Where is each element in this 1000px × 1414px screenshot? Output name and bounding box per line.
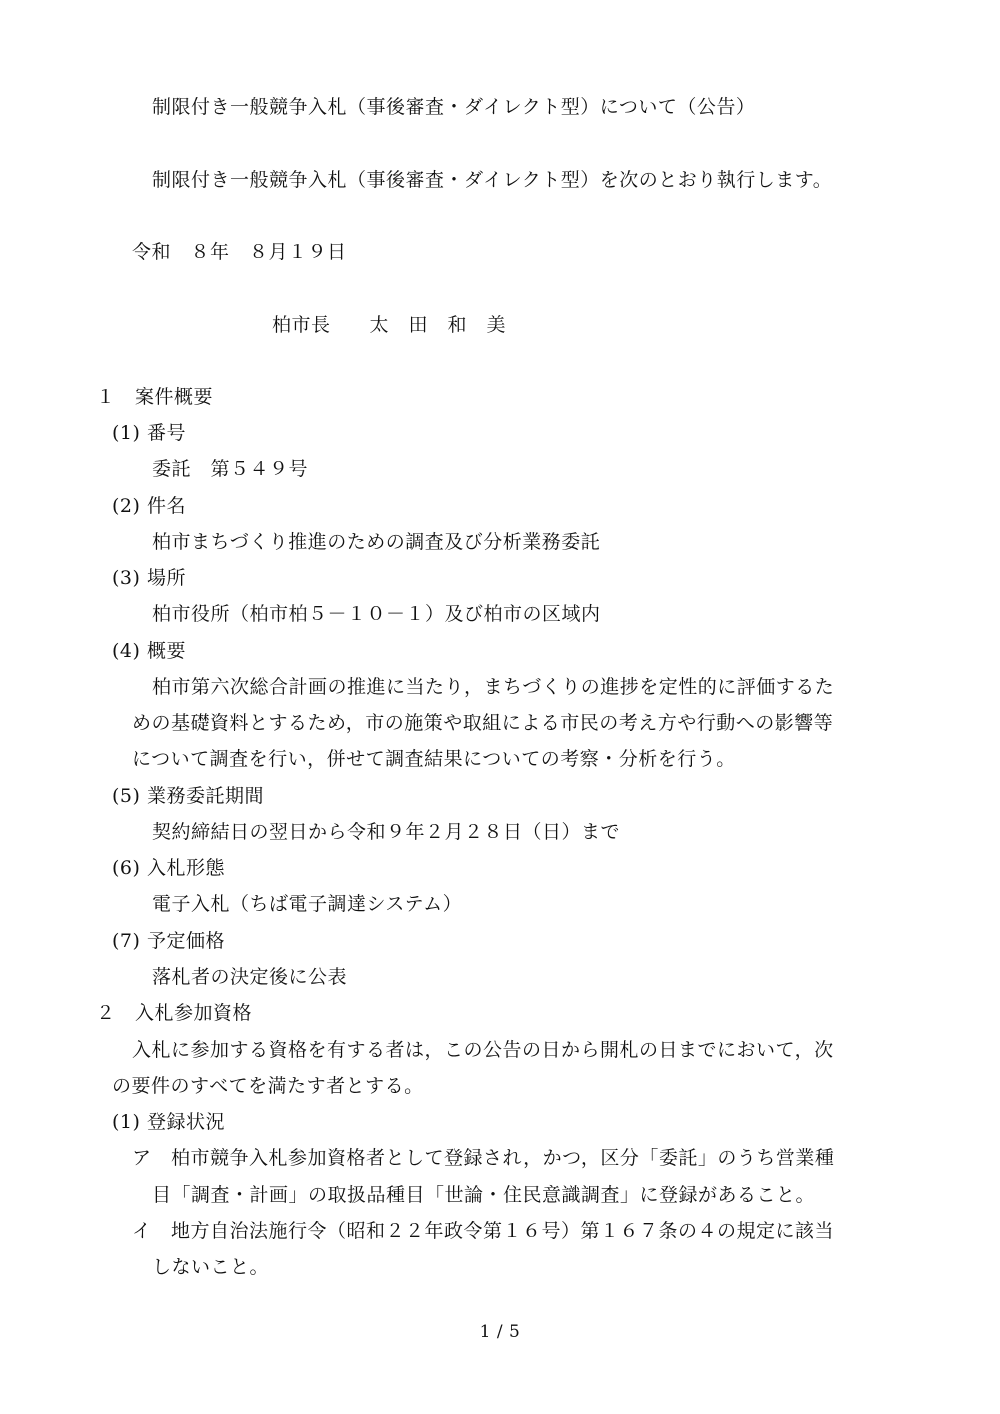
section-2-intro-line-2: の要件のすべてを満たす者とする。 (112, 1075, 424, 1097)
item-a-line-2: 目「調査・計画」の取扱品種目「世論・住民意識調査」に登録があること。 (152, 1184, 816, 1206)
section-1-heading: １ 案件概要 (96, 386, 214, 408)
notice-date: 令和 ８年 ８月１９日 (132, 241, 347, 263)
item-6-label: (6) 入札形態 (112, 857, 225, 879)
item-i-line-1: イ 地方自治法施行令（昭和２２年政令第１６号）第１６７条の４の規定に該当 (132, 1220, 835, 1242)
item-6-value: 電子入札（ちば電子調達システム） (152, 893, 463, 915)
item-a-line-1: ア 柏市競争入札参加資格者として登録され，かつ，区分「委託」のうち営業種 (132, 1147, 835, 1169)
signatory: 柏市長 太 田 和 美 (272, 314, 507, 336)
intro-text: 制限付き一般競争入札（事後審査・ダイレクト型）を次のとおり執行します。 (152, 169, 833, 191)
item-4-line-3: について調査を行い，併せて調査結果についての考察・分析を行う。 (132, 748, 736, 770)
section-2-intro-line-1: 入札に参加する資格を有する者は，この公告の日から開札の日までにおいて，次 (132, 1039, 834, 1061)
item-5-label: (5) 業務委託期間 (112, 785, 264, 807)
section-2-heading: ２ 入札参加資格 (96, 1002, 253, 1024)
document-title: 制限付き一般競争入札（事後審査・ダイレクト型）について（公告） (152, 96, 756, 118)
section-2-sub-label: (1) 登録状況 (112, 1111, 225, 1133)
item-1-label: (1) 番号 (112, 422, 186, 444)
item-5-value: 契約締結日の翌日から令和９年２月２８日（日）まで (152, 821, 621, 843)
item-1-value: 委託 第５４９号 (152, 458, 309, 480)
item-i-line-2: しないこと。 (152, 1256, 270, 1278)
page-number: 1 / 5 (479, 1322, 521, 1342)
item-4-line-2: めの基礎資料とするため，市の施策や取組による市民の考え方や行動への影響等 (132, 712, 834, 734)
item-3-label: (3) 場所 (112, 567, 186, 589)
item-4-line-1: 柏市第六次総合計画の推進に当たり，まちづくりの進捗を定性的に評価するた (152, 676, 835, 698)
item-7-label: (7) 予定価格 (112, 930, 225, 952)
item-2-label: (2) 件名 (112, 495, 186, 517)
item-2-value: 柏市まちづくり推進のための調査及び分析業務委託 (152, 531, 601, 553)
item-7-value: 落札者の決定後に公表 (152, 966, 348, 988)
item-3-value: 柏市役所（柏市柏５－１０－１）及び柏市の区域内 (152, 603, 601, 625)
item-4-label: (4) 概要 (112, 640, 186, 662)
